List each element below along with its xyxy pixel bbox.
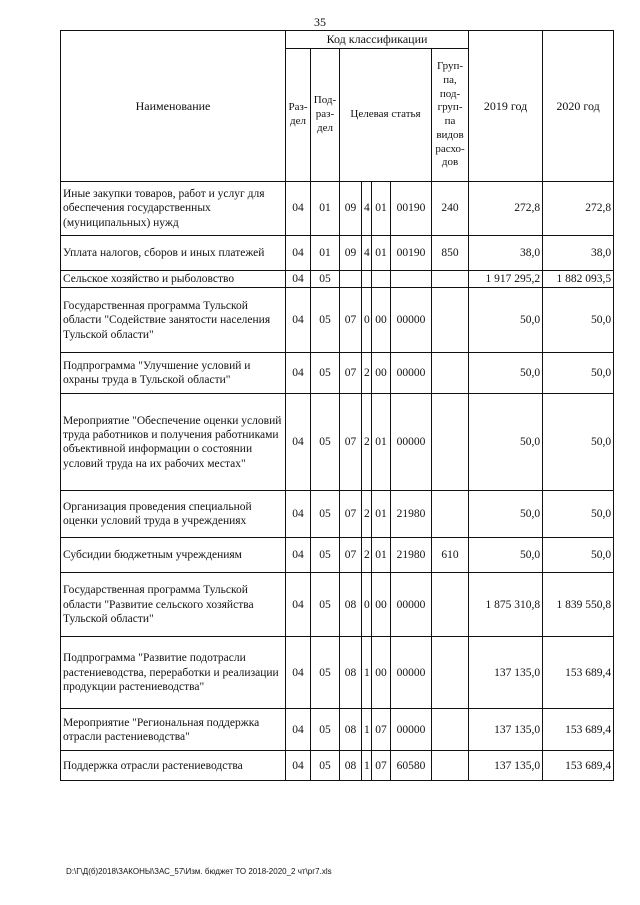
- row-target-3: 00: [372, 288, 391, 353]
- row-group: [432, 751, 469, 781]
- table-row: [61, 637, 614, 709]
- row-podrazdel: 05: [311, 353, 340, 394]
- row-name: Подпрограмма "Улучшение условий и охраны труда в Тульской области": [61, 353, 286, 394]
- table-row: [61, 573, 614, 637]
- row-podrazdel: 05: [311, 573, 340, 637]
- row-target-3: 07: [372, 709, 391, 751]
- row-razdel: 04: [286, 182, 311, 236]
- budget-table: [60, 30, 614, 781]
- row-target-4: 00000: [391, 394, 432, 491]
- row-name: Мероприятие "Региональная поддержка отрасли растениеводства": [61, 709, 286, 751]
- row-2019: 137 135,0: [469, 709, 543, 751]
- header-code: Код классификации: [286, 31, 469, 49]
- row-target-2: 2: [362, 353, 372, 394]
- row-group: 850: [432, 236, 469, 271]
- row-target-4: [391, 271, 432, 288]
- row-name: Поддержка отрасли растениеводства: [61, 751, 286, 781]
- row-group: [432, 491, 469, 538]
- row-razdel: 04: [286, 288, 311, 353]
- row-target-3: 01: [372, 538, 391, 573]
- row-target-1: 07: [340, 491, 362, 538]
- row-2019: 272,8: [469, 182, 543, 236]
- row-2019: 1 875 310,8: [469, 573, 543, 637]
- row-target-3: 00: [372, 573, 391, 637]
- table-row: [61, 236, 614, 271]
- row-target-4: 21980: [391, 491, 432, 538]
- row-group: [432, 573, 469, 637]
- row-target-2: 0: [362, 288, 372, 353]
- header-podrazdel: Под- раз- дел: [311, 49, 340, 182]
- row-target-4: 00000: [391, 709, 432, 751]
- row-target-4: 00000: [391, 288, 432, 353]
- row-target-2: 1: [362, 637, 372, 709]
- row-2020: 50,0: [543, 538, 614, 573]
- row-razdel: 04: [286, 271, 311, 288]
- header-target: Целевая статья: [340, 49, 432, 182]
- row-2020: 38,0: [543, 236, 614, 271]
- row-target-2: 1: [362, 709, 372, 751]
- row-2020: 153 689,4: [543, 751, 614, 781]
- row-razdel: 04: [286, 394, 311, 491]
- table-row: [61, 394, 614, 491]
- row-2020: 153 689,4: [543, 709, 614, 751]
- row-target-1: [340, 271, 362, 288]
- header-group: Груп- па, под- груп- па видов расхо- дов: [432, 49, 469, 182]
- row-2019: 50,0: [469, 353, 543, 394]
- row-podrazdel: 05: [311, 288, 340, 353]
- row-name: Сельское хозяйство и рыболовство: [61, 271, 286, 288]
- row-target-2: 2: [362, 491, 372, 538]
- row-razdel: 04: [286, 236, 311, 271]
- row-target-3: 01: [372, 236, 391, 271]
- row-2019: 50,0: [469, 394, 543, 491]
- row-target-3: 00: [372, 637, 391, 709]
- row-target-3: 01: [372, 394, 391, 491]
- row-2020: 50,0: [543, 491, 614, 538]
- row-2019: 137 135,0: [469, 751, 543, 781]
- row-target-1: 08: [340, 751, 362, 781]
- row-2019: 50,0: [469, 538, 543, 573]
- row-target-3: 01: [372, 491, 391, 538]
- row-2020: 50,0: [543, 394, 614, 491]
- row-target-2: [362, 271, 372, 288]
- header-2020: 2020 год: [543, 31, 614, 182]
- row-name: Государственная программа Тульской области "Содействие занятости населения Тульской области": [61, 288, 286, 353]
- row-razdel: 04: [286, 353, 311, 394]
- row-target-1: 08: [340, 573, 362, 637]
- row-razdel: 04: [286, 491, 311, 538]
- page-number: 35: [314, 15, 326, 29]
- row-target-4: 21980: [391, 538, 432, 573]
- row-target-4: 00000: [391, 353, 432, 394]
- row-target-1: 08: [340, 637, 362, 709]
- row-group: [432, 709, 469, 751]
- row-2019: 38,0: [469, 236, 543, 271]
- row-podrazdel: 05: [311, 394, 340, 491]
- row-target-2: 1: [362, 751, 372, 781]
- row-podrazdel: 05: [311, 271, 340, 288]
- row-podrazdel: 05: [311, 538, 340, 573]
- row-target-1: 09: [340, 182, 362, 236]
- row-2020: 1 839 550,8: [543, 573, 614, 637]
- row-name: Иные закупки товаров, работ и услуг для обеспечения государственных (муниципальных) нужд: [61, 182, 286, 236]
- header-razdel: Раз- дел: [286, 49, 311, 182]
- row-group: 610: [432, 538, 469, 573]
- row-razdel: 04: [286, 573, 311, 637]
- header-2019: 2019 год: [469, 31, 543, 182]
- row-target-2: 4: [362, 182, 372, 236]
- row-razdel: 04: [286, 751, 311, 781]
- header-row: [61, 31, 614, 49]
- row-2019: 137 135,0: [469, 637, 543, 709]
- row-razdel: 04: [286, 637, 311, 709]
- row-target-3: 07: [372, 751, 391, 781]
- row-target-4: 60580: [391, 751, 432, 781]
- row-2020: 50,0: [543, 288, 614, 353]
- header-name: Наименование: [61, 31, 286, 182]
- table-row: [61, 288, 614, 353]
- row-target-3: 01: [372, 182, 391, 236]
- row-podrazdel: 05: [311, 637, 340, 709]
- row-group: 240: [432, 182, 469, 236]
- row-target-1: 07: [340, 394, 362, 491]
- row-target-2: 0: [362, 573, 372, 637]
- row-target-1: 09: [340, 236, 362, 271]
- row-2020: 50,0: [543, 353, 614, 394]
- row-target-3: 00: [372, 353, 391, 394]
- row-name: Субсидии бюджетным учреждениям: [61, 538, 286, 573]
- row-name: Мероприятие "Обеспечение оценки условий труда работников и получения работниками объективной информации о состоянии условий труда на их рабочих местах": [61, 394, 286, 491]
- row-group: [432, 288, 469, 353]
- row-group: [432, 353, 469, 394]
- row-name: Государственная программа Тульской области "Развитие сельского хозяйства Тульской области": [61, 573, 286, 637]
- row-target-2: 2: [362, 394, 372, 491]
- row-name: Уплата налогов, сборов и иных платежей: [61, 236, 286, 271]
- row-2019: 1 917 295,2: [469, 271, 543, 288]
- row-podrazdel: 05: [311, 751, 340, 781]
- row-2020: 1 882 093,5: [543, 271, 614, 288]
- row-target-4: 00190: [391, 182, 432, 236]
- row-name: Организация проведения специальной оценки условий труда в учреждениях: [61, 491, 286, 538]
- row-target-1: 08: [340, 709, 362, 751]
- table-row: [61, 491, 614, 538]
- row-target-4: 00190: [391, 236, 432, 271]
- table-row: [61, 353, 614, 394]
- row-target-4: 00000: [391, 637, 432, 709]
- row-target-1: 07: [340, 288, 362, 353]
- row-group: [432, 271, 469, 288]
- row-podrazdel: 01: [311, 236, 340, 271]
- row-target-4: 00000: [391, 573, 432, 637]
- row-target-2: 4: [362, 236, 372, 271]
- table-row: [61, 182, 614, 236]
- row-target-3: [372, 271, 391, 288]
- row-target-1: 07: [340, 538, 362, 573]
- row-2019: 50,0: [469, 288, 543, 353]
- row-podrazdel: 05: [311, 491, 340, 538]
- row-2020: 272,8: [543, 182, 614, 236]
- file-path-footer: D:\Г\Д(б)2018\ЗАКОНЫ\ЗАС_57\Изм. бюджет ТО 2018-2020_2 чт\рг7.xls: [66, 867, 332, 876]
- row-target-2: 2: [362, 538, 372, 573]
- row-razdel: 04: [286, 538, 311, 573]
- row-group: [432, 637, 469, 709]
- row-group: [432, 394, 469, 491]
- table-row: [61, 538, 614, 573]
- row-name: Подпрограмма "Развитие подотрасли растениеводства, переработки и реализации продукции растениеводства": [61, 637, 286, 709]
- row-target-1: 07: [340, 353, 362, 394]
- row-razdel: 04: [286, 709, 311, 751]
- table-row: [61, 751, 614, 781]
- row-podrazdel: 01: [311, 182, 340, 236]
- table-row: [61, 271, 614, 288]
- table-row: [61, 709, 614, 751]
- row-2019: 50,0: [469, 491, 543, 538]
- row-2020: 153 689,4: [543, 637, 614, 709]
- row-podrazdel: 05: [311, 709, 340, 751]
